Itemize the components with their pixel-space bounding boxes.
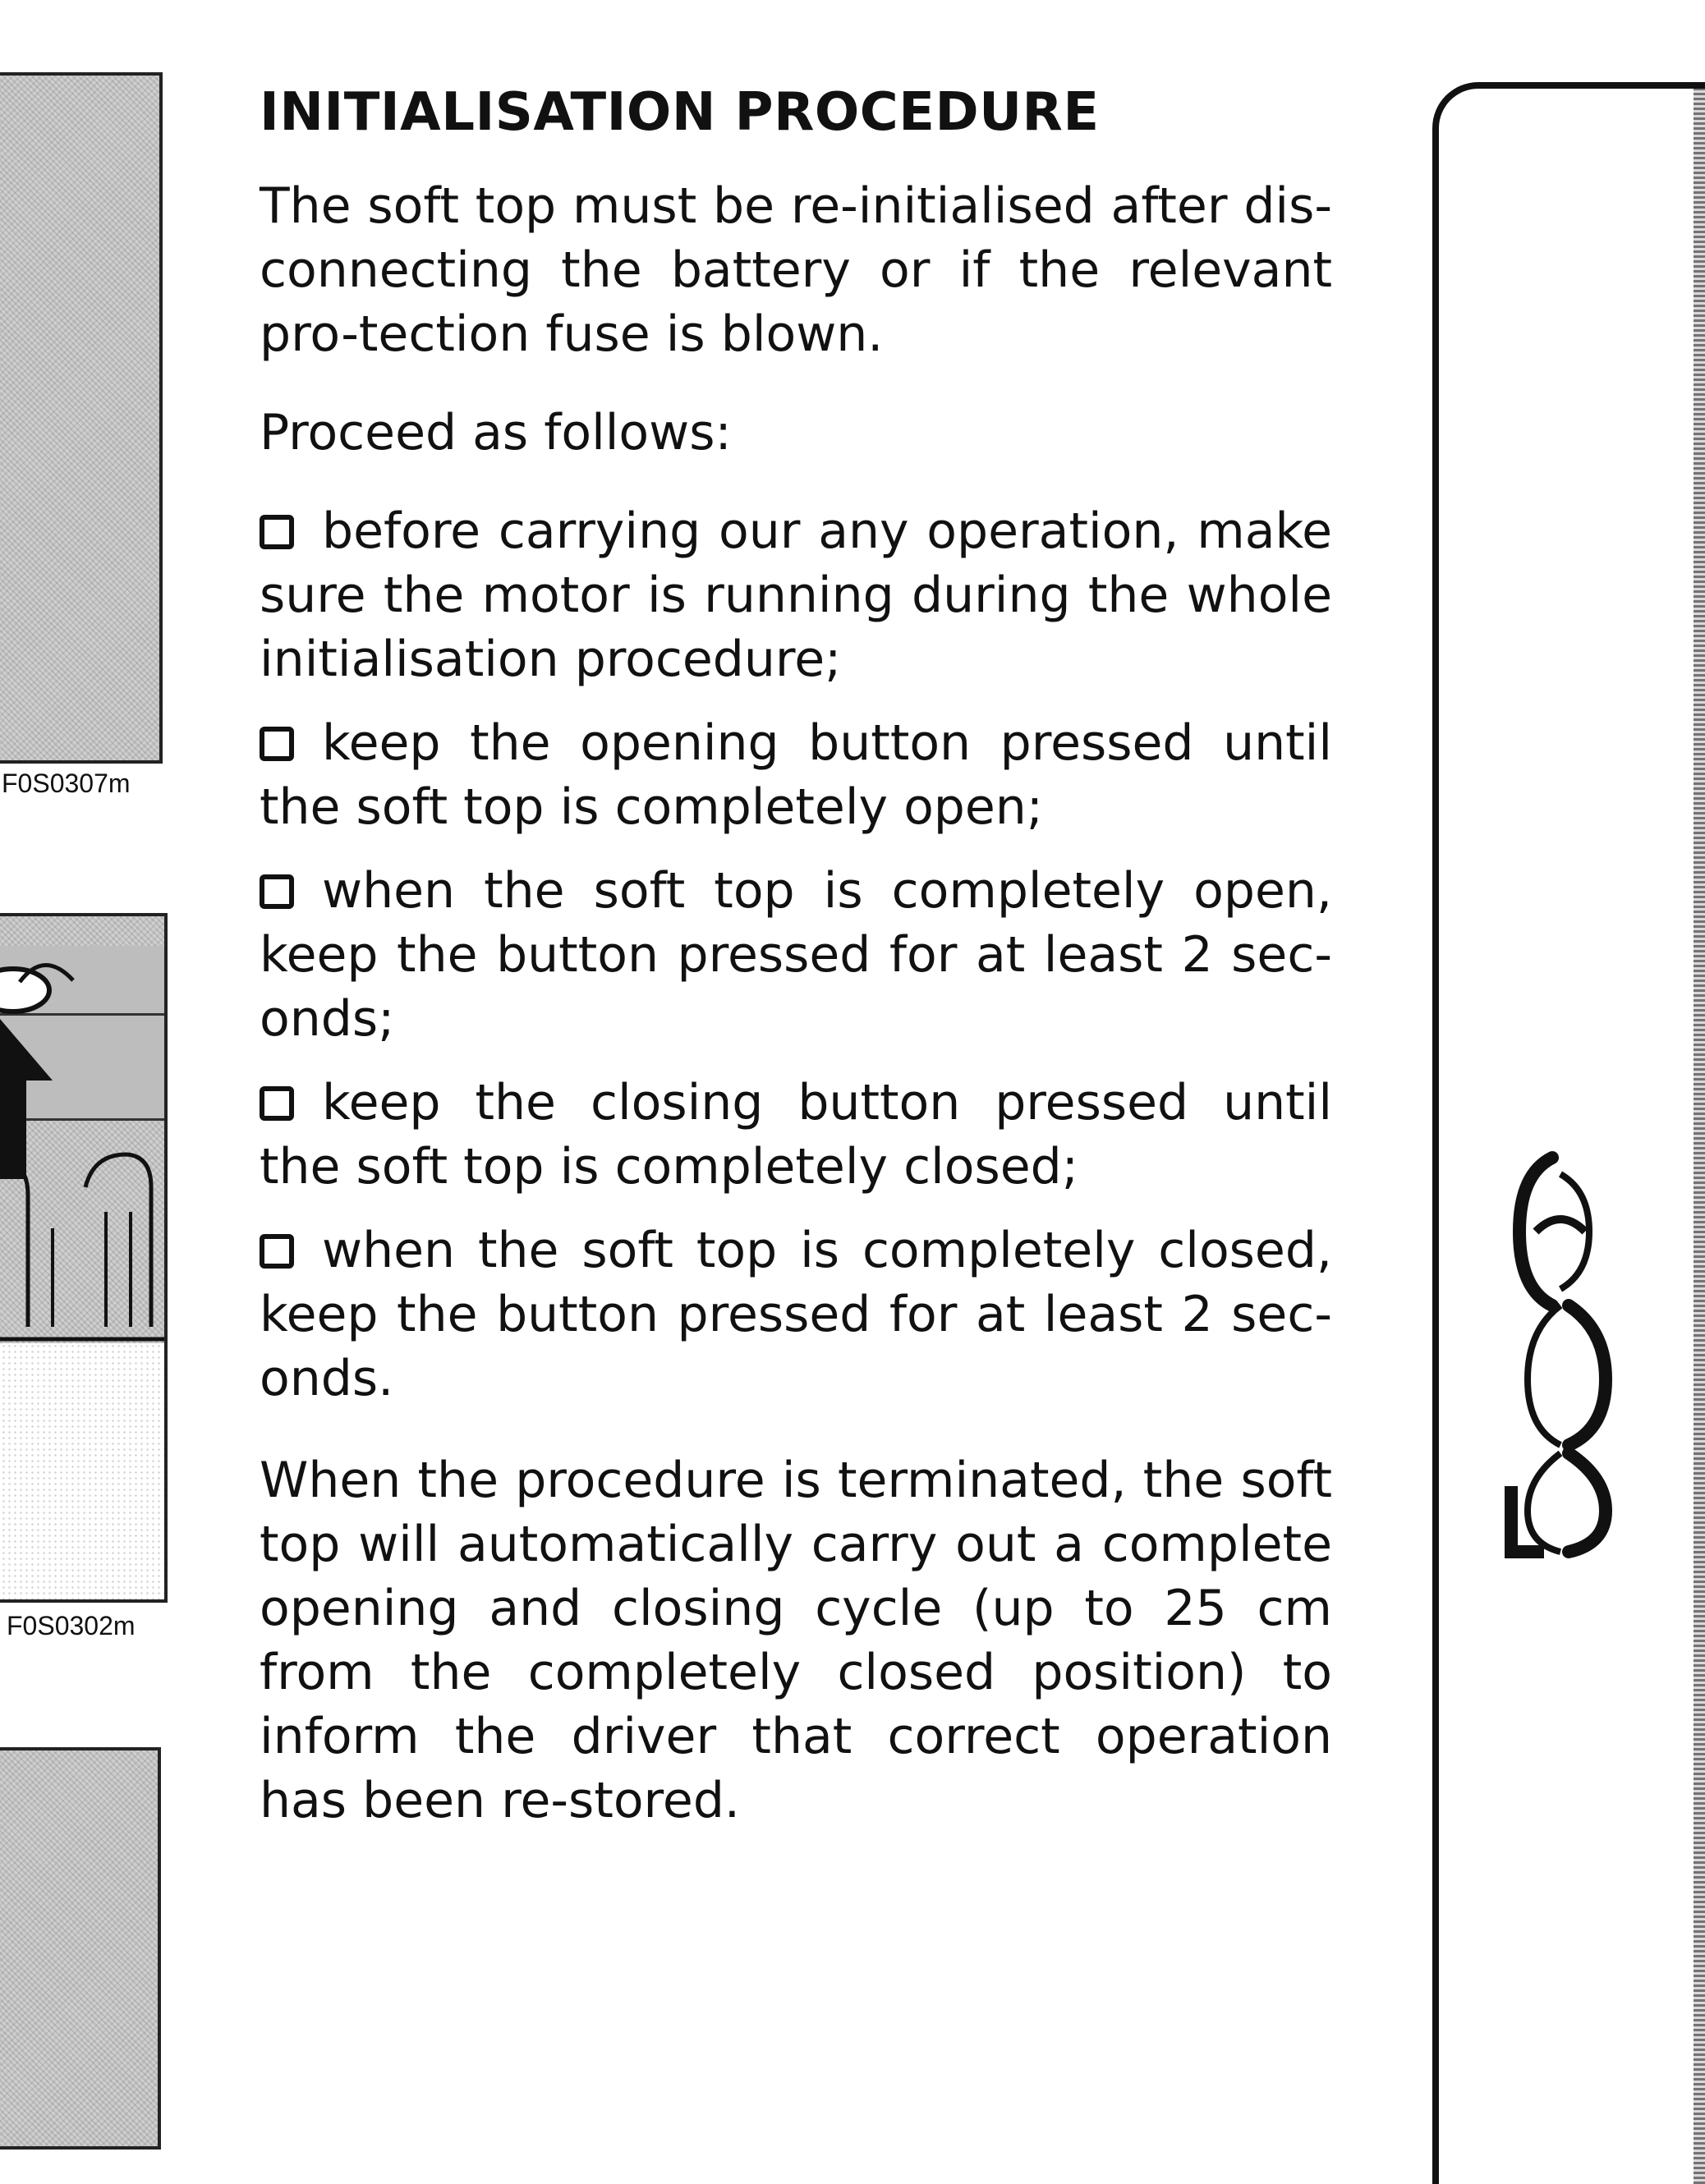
proceed-paragraph: Proceed as follows:	[260, 404, 732, 461]
chapter-side-tab	[1432, 82, 1705, 2184]
step-text: keep the closing button pressed until the soft top is completely closed;	[260, 1074, 1332, 1195]
list-item	[260, 499, 1332, 691]
section-title: INITIALISATION PROCEDURE	[260, 82, 1100, 143]
soft-top-illustration-1	[0, 72, 163, 764]
fiat-500-logo-icon	[1503, 1141, 1618, 1560]
list-item	[260, 711, 1332, 839]
step-text: keep the opening button pressed until the soft top is completely open;	[260, 714, 1332, 836]
step-text: when the soft top is completely open, keep the button pressed for at least 2 sec-onds;	[260, 862, 1332, 1048]
checkbox-bullet-icon	[260, 515, 294, 549]
open-arrow-icon	[0, 916, 168, 1343]
intro-paragraph: The soft top must be re-initialised after dis-connecting the battery or if the relevant pro-tection fuse is blown.	[260, 177, 1332, 363]
checkbox-bullet-icon	[260, 874, 294, 909]
list-item	[260, 1071, 1332, 1199]
list-item	[260, 1218, 1332, 1411]
soft-top-illustration-2	[0, 913, 168, 1603]
checkbox-bullet-icon	[260, 1234, 294, 1269]
step-text: before carrying our any operation, make sure the motor is running during the whole initialisation procedure;	[260, 502, 1332, 688]
checkbox-bullet-icon	[260, 727, 294, 761]
illustration-lower-panel	[0, 1343, 168, 1603]
figure-caption-2: F0S0302m	[7, 1611, 136, 1640]
steps-list	[260, 499, 1332, 1411]
closing-paragraph: When the procedure is terminated, the soft top will automatically carry out a complete opening and closing cycle (up to 25 cm from the completely closed position) to inform the driver that correct operation has been re-stored.	[260, 1452, 1332, 1829]
initialisation-section	[260, 76, 1332, 1833]
checkbox-bullet-icon	[260, 1086, 294, 1121]
list-item	[260, 859, 1332, 1051]
step-text: when the soft top is completely closed, keep the button pressed for at least 2 sec-onds.	[260, 1222, 1332, 1407]
soft-top-illustration-3	[0, 1747, 161, 2150]
figure-caption-1: F0S0307m	[2, 769, 131, 798]
